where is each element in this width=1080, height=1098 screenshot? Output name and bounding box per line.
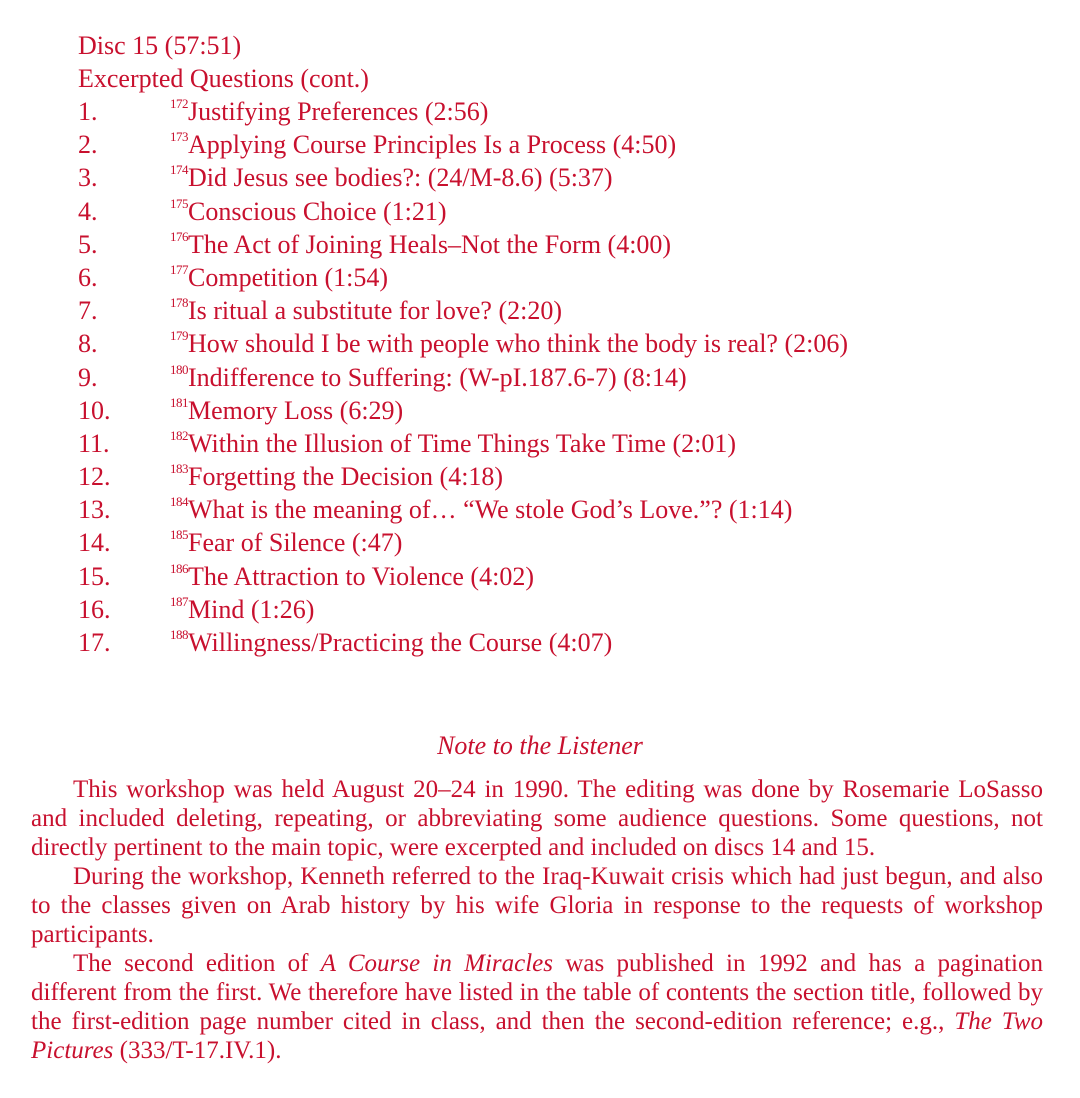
track-title: The Attraction to Violence (4:02) bbox=[188, 561, 534, 591]
track-entry bbox=[170, 296, 562, 330]
track-number: 6. bbox=[78, 262, 98, 292]
track-title: Within the Illusion of Time Things Take Time (2:01) bbox=[188, 428, 736, 458]
track-title: What is the meaning of… “We stole God’s Love.”? (1:14) bbox=[188, 495, 793, 525]
track-reference-number: 172 bbox=[170, 96, 188, 111]
track-entry bbox=[170, 462, 503, 496]
track-list bbox=[0, 97, 1080, 661]
track-entry bbox=[170, 495, 792, 529]
track-number: 14. bbox=[78, 528, 111, 558]
track-number: 1. bbox=[78, 97, 98, 126]
track-title: Justifying Preferences (2:56) bbox=[188, 97, 489, 126]
track-title: Competition (1:54) bbox=[188, 262, 389, 292]
track-row bbox=[0, 97, 1080, 130]
track-reference-number: 173 bbox=[170, 129, 188, 145]
track-number: 10. bbox=[78, 395, 111, 425]
track-reference-number: 186 bbox=[170, 560, 188, 576]
track-number: 12. bbox=[78, 462, 111, 492]
track-title: Memory Loss (6:29) bbox=[188, 395, 404, 425]
track-title: Mind (1:26) bbox=[188, 594, 315, 624]
track-entry bbox=[170, 197, 447, 231]
track-number: 2. bbox=[78, 130, 98, 160]
track-reference-number: 177 bbox=[170, 261, 188, 277]
track-number: 15. bbox=[78, 561, 111, 591]
track-row bbox=[0, 197, 1080, 230]
track-reference-number: 184 bbox=[170, 494, 188, 510]
note-paragraph-2: During the workshop, Kenneth referred to the Iraq-Kuwait crisis which had just begun, and also to the classes given on Arab history by his wife Gloria in response to the requests of workshop participants. bbox=[31, 863, 1043, 948]
track-entry bbox=[170, 595, 314, 629]
note-paragraph-3-text-1: The second edition of bbox=[73, 950, 321, 977]
note-heading: Note to the Listener bbox=[437, 731, 643, 760]
track-reference-number: 178 bbox=[170, 295, 188, 311]
track-entry bbox=[170, 528, 402, 562]
book-title: A Course in Miracles bbox=[320, 950, 554, 977]
track-entry bbox=[170, 363, 687, 397]
track-title: Applying Course Principles Is a Process (4:50) bbox=[188, 130, 677, 160]
note-paragraph-3-text-3: (333/T-17.IV.1). bbox=[113, 1037, 282, 1064]
track-number: 13. bbox=[78, 495, 111, 525]
track-number: 16. bbox=[78, 594, 111, 624]
track-row bbox=[0, 628, 1080, 661]
track-row bbox=[0, 429, 1080, 462]
track-reference-number: 174 bbox=[170, 162, 188, 178]
track-reference-number: 182 bbox=[170, 427, 188, 443]
track-row bbox=[0, 329, 1080, 362]
track-entry bbox=[170, 329, 848, 363]
track-entry bbox=[170, 230, 671, 264]
track-row bbox=[0, 462, 1080, 495]
track-entry bbox=[170, 628, 612, 662]
track-reference-number: 180 bbox=[170, 361, 188, 377]
track-entry bbox=[170, 97, 488, 131]
track-row bbox=[0, 595, 1080, 628]
track-reference-number: 175 bbox=[170, 195, 188, 211]
note-paragraph-3-text-2: was published in 1992 and has a pagination different from the first. We therefore have listed in the table of contents the section title, followed by the first-edition page number cited in class, and then the second-edition reference; e.g., bbox=[31, 950, 1043, 1035]
track-title: The Act of Joining Heals–Not the Form (4:00) bbox=[188, 229, 672, 259]
track-entry bbox=[170, 396, 403, 430]
track-reference-number: 185 bbox=[170, 527, 188, 543]
track-row bbox=[0, 562, 1080, 595]
section-subtitle: Excerpted Questions (cont.) bbox=[78, 64, 369, 93]
track-reference-number: 179 bbox=[170, 328, 188, 344]
track-entry bbox=[170, 130, 676, 164]
track-reference-number: 188 bbox=[170, 627, 188, 642]
track-entry bbox=[170, 163, 613, 197]
track-title: How should I be with people who think the body is real? (2:06) bbox=[188, 329, 848, 359]
track-number: 8. bbox=[78, 329, 98, 359]
track-entry bbox=[170, 429, 736, 463]
disc-title: Disc 15 (57:51) bbox=[78, 31, 242, 60]
track-number: 7. bbox=[78, 296, 98, 326]
track-row bbox=[0, 230, 1080, 263]
note-body bbox=[31, 775, 1043, 1065]
track-row bbox=[0, 396, 1080, 429]
track-number: 11. bbox=[78, 428, 110, 458]
track-row bbox=[0, 495, 1080, 528]
track-row bbox=[0, 130, 1080, 163]
track-title: Did Jesus see bodies?: (24/M-8.6) (5:37) bbox=[188, 163, 613, 193]
note-paragraph-3 bbox=[31, 949, 1043, 1065]
track-number: 5. bbox=[78, 229, 98, 259]
track-row bbox=[0, 296, 1080, 329]
track-row bbox=[0, 528, 1080, 561]
track-number: 9. bbox=[78, 362, 98, 392]
track-title: Is ritual a substitute for love? (2:20) bbox=[188, 296, 563, 326]
note-paragraph-1: This workshop was held August 20–24 in 1990. The editing was done by Rosemarie LoSasso and included deleting, repeating, or abbreviating some audience questions. Some questions, not directly pertinent to the main topic, were excerpted and included on discs 14 and 15. bbox=[31, 776, 1043, 861]
track-row bbox=[0, 163, 1080, 196]
track-title: Conscious Choice (1:21) bbox=[188, 196, 447, 226]
track-number: 17. bbox=[78, 628, 111, 657]
section-example-title: The Two Pictures bbox=[31, 1008, 1043, 1064]
track-row bbox=[0, 263, 1080, 296]
track-reference-number: 187 bbox=[170, 593, 188, 609]
track-number: 4. bbox=[78, 196, 98, 226]
track-row bbox=[0, 363, 1080, 396]
track-reference-number: 181 bbox=[170, 394, 188, 410]
track-title: Willingness/Practicing the Course (4:07) bbox=[188, 628, 613, 657]
track-title: Indifference to Suffering: (W-pI.187.6-7) (8:14) bbox=[188, 362, 687, 392]
track-entry bbox=[170, 562, 534, 596]
track-number: 3. bbox=[78, 163, 98, 193]
track-entry bbox=[170, 263, 388, 297]
track-reference-number: 176 bbox=[170, 228, 188, 244]
track-title: Forgetting the Decision (4:18) bbox=[188, 462, 504, 492]
track-reference-number: 183 bbox=[170, 461, 188, 477]
track-title: Fear of Silence (:47) bbox=[188, 528, 403, 558]
